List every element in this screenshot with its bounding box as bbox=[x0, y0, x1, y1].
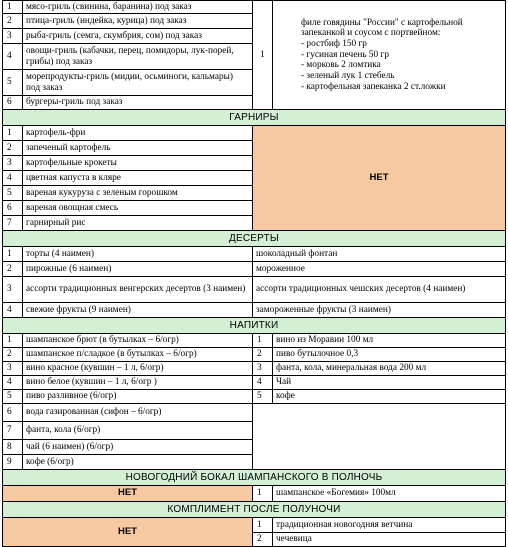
dessert-right-item: шоколадный фонтан bbox=[253, 247, 506, 262]
grill-right-dish bbox=[273, 1, 506, 110]
section-header-desserts: ДЕСЕРТЫ bbox=[3, 231, 506, 247]
grill-item: морепродукты-гриль (мидии, осьминоги, кальмары) под заказ bbox=[23, 70, 253, 96]
grill-right-num: 1 bbox=[253, 1, 273, 110]
garnish-num: 1 bbox=[3, 126, 23, 141]
drink-item: вино красное (кувшин – 1 л, 6/огр) bbox=[23, 362, 253, 376]
garnish-num: 5 bbox=[3, 186, 23, 201]
dessert-num: 3 bbox=[3, 277, 23, 303]
dessert-num: 2 bbox=[3, 262, 23, 277]
drink-right-num: 5 bbox=[253, 390, 273, 404]
grill-component: - зеленый лук 1 стебель bbox=[301, 71, 395, 82]
drink-item: кофе (6/огр) bbox=[23, 455, 253, 470]
garnish-num: 6 bbox=[3, 201, 23, 216]
menu-document bbox=[2, 0, 505, 545]
grill-item: мясо-гриль (свинина, баранина) под заказ bbox=[23, 1, 253, 14]
dessert-num: 1 bbox=[3, 247, 23, 262]
newyear-num: 1 bbox=[253, 486, 273, 502]
garnish-item: цветная капуста в кляре bbox=[23, 171, 253, 186]
compliment-num: 1 bbox=[253, 518, 273, 533]
drink-num: 2 bbox=[3, 348, 23, 362]
compliment-none-badge: НЕТ bbox=[3, 518, 253, 547]
garnish-num: 7 bbox=[3, 216, 23, 231]
drink-item: чай (6 наимен) (6/огр) bbox=[23, 440, 253, 455]
dessert-item: свежие фрукты (9 наимен) bbox=[23, 303, 253, 318]
grill-right-components bbox=[301, 39, 502, 92]
grill-item: рыба-гриль (семга, скумбрия, сом) под заказ bbox=[23, 29, 253, 44]
grill-right-title: филе говядины "России" с картофельной запеканкой и соусом с портвейном: bbox=[301, 17, 463, 39]
dessert-right-item: замороженные фрукты (3 наимен) bbox=[253, 303, 506, 318]
garnish-item: картофельные крокеты bbox=[23, 156, 253, 171]
drink-num: 8 bbox=[3, 440, 23, 455]
drink-right-item: фанта, кола, минеральная вода 200 мл bbox=[273, 362, 506, 376]
menu-table bbox=[2, 0, 506, 547]
grill-num: 4 bbox=[3, 44, 23, 70]
section-header-newyear: НОВОГОДНИЙ БОКАЛ ШАМПАНСКОГО В ПОЛНОЧЬ bbox=[3, 470, 506, 486]
dessert-item: ассорти традиционных венгерских десертов (3 наимен) bbox=[23, 277, 253, 303]
section-header-garnishes: ГАРНИРЫ bbox=[3, 110, 506, 126]
drink-item: шампанское брют (в бутылках – 6/огр) bbox=[23, 334, 253, 348]
newyear-none-badge: НЕТ bbox=[3, 486, 253, 502]
dessert-right-item: мороженное bbox=[253, 262, 506, 277]
grill-num: 5 bbox=[3, 70, 23, 96]
drink-num: 9 bbox=[3, 455, 23, 470]
drink-num: 6 bbox=[3, 404, 23, 422]
grill-component: - картофельная запеканка 2 ст.ложки bbox=[301, 81, 446, 92]
compliment-num: 2 bbox=[253, 533, 273, 547]
drink-num: 3 bbox=[3, 362, 23, 376]
drink-right-item: Чай bbox=[273, 376, 506, 390]
section-header-compliment: КОМПЛИМЕНТ ПОСЛЕ ПОЛУНОЧИ bbox=[3, 502, 506, 518]
drink-item: фанта, кола (6/огр) bbox=[23, 422, 253, 440]
drink-num: 7 bbox=[3, 422, 23, 440]
garnish-num: 4 bbox=[3, 171, 23, 186]
dessert-num: 4 bbox=[3, 303, 23, 318]
drink-right-num: 4 bbox=[253, 376, 273, 390]
drink-right-item: пиво бутылочное 0,3 bbox=[273, 348, 506, 362]
drink-item: пиво разливное (6/огр) bbox=[23, 390, 253, 404]
garnish-none-badge: НЕТ bbox=[253, 126, 506, 231]
drink-right-item: вино из Моравии 100 мл bbox=[273, 334, 506, 348]
grill-num: 2 bbox=[3, 14, 23, 29]
drinks-right-empty bbox=[253, 404, 506, 470]
garnish-num: 3 bbox=[3, 156, 23, 171]
grill-item: бургеры-гриль под заказ bbox=[23, 96, 253, 110]
grill-num: 1 bbox=[3, 1, 23, 14]
grill-item: птица-гриль (индейка, курица) под заказ bbox=[23, 14, 253, 29]
drink-item: вино белое (кувшин – 1 л, 6/огр ) bbox=[23, 376, 253, 390]
newyear-item: шампанское «Богемия» 100мл bbox=[273, 486, 506, 502]
drink-num: 1 bbox=[3, 334, 23, 348]
drink-right-num: 3 bbox=[253, 362, 273, 376]
drink-item: шампанское п/сладкое (в бутылках – 6/огр) bbox=[23, 348, 253, 362]
dessert-item: торты (4 наимен) bbox=[23, 247, 253, 262]
grill-component: - морковь 2 ломтика bbox=[301, 60, 381, 71]
drink-num: 5 bbox=[3, 390, 23, 404]
compliment-item: традиционная новогодняя ветчина bbox=[273, 518, 506, 533]
dessert-item: пирожные (6 наимен) bbox=[23, 262, 253, 277]
grill-num: 3 bbox=[3, 29, 23, 44]
drink-right-num: 1 bbox=[253, 334, 273, 348]
garnish-item: вареная кукуруза с зеленым горошком bbox=[23, 186, 253, 201]
compliment-item: чечевица bbox=[273, 533, 506, 547]
drink-right-item: кофе bbox=[273, 390, 506, 404]
garnish-item: гарнирный рис bbox=[23, 216, 253, 231]
garnish-item: вареная овощная смесь bbox=[23, 201, 253, 216]
drink-num: 4 bbox=[3, 376, 23, 390]
drink-right-num: 2 bbox=[253, 348, 273, 362]
grill-num: 6 bbox=[3, 96, 23, 110]
garnish-item: картофель-фри bbox=[23, 126, 253, 141]
garnish-num: 2 bbox=[3, 141, 23, 156]
garnish-item: запеченый картофель bbox=[23, 141, 253, 156]
grill-item: овощи-гриль (кабачки, перец, помидоры, лук-порей, грибы) под заказ bbox=[23, 44, 253, 70]
dessert-right-item: ассорти традиционных чешских десертов (4 наимен) bbox=[253, 277, 506, 303]
section-header-drinks: НАПИТКИ bbox=[3, 318, 506, 334]
grill-component: - гусиная печень 50 гр bbox=[301, 49, 389, 60]
drink-item: вода газированная (сифон – 6/огр) bbox=[23, 404, 253, 422]
grill-component: - ростбиф 150 гр bbox=[301, 38, 367, 49]
